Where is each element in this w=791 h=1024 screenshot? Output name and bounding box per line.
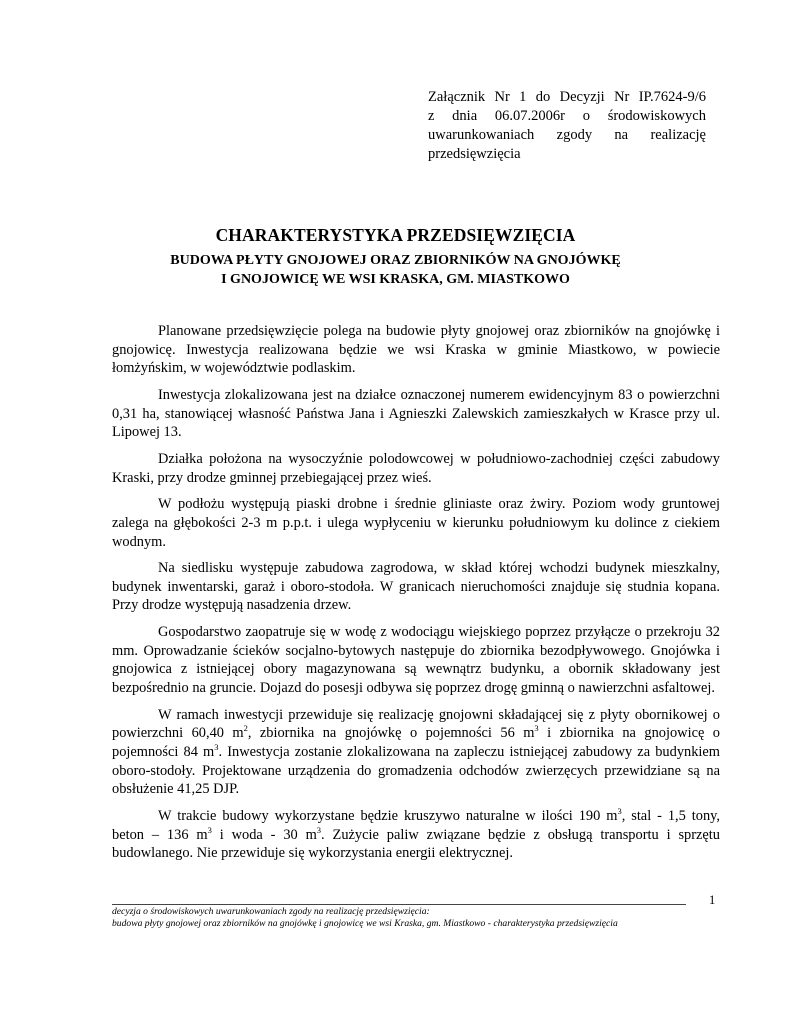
text-span: i woda - 30 m [211,826,317,843]
footer-line: decyzja o środowiskowych uwarunkowaniach zgody na realizację przedsięwzięcia: [112,906,430,917]
paragraph-location: Inwestycja zlokalizowana jest na działce oznaczonej numerem ewidencyjnym 83 o powierzchni 0,31 ha, stanowiącej własność Państwa Jana i Agnieszki Zalewskich zamieszkałych w Krasce przy ul. Lipowej 13. [112,386,720,441]
subtitle-line: I GNOJOWICĘ WE WSI KRASKA, GM. MIASTKOWO [221,272,570,287]
page-number: 1 [709,893,716,907]
paragraph-utilities: Gospodarstwo zaopatruje się w wodę z wodociągu wiejskiego poprzez przyłącze o przekroju 32 mm. Oprowadzanie ścieków socjalno-bytowych następuje do zbiornika bezodpływowego. Gnojówka i gnojowica z istniejącej obory magazynowana są wewnątrz budynku, a obornik składowany jest bezpośrednio na gruncie. Dojazd do posesji odbywa się poprzez drogę gminną o nawierzchni asfaltowej. [112,624,720,697]
paragraph-investment-scope [112,706,720,799]
annex-line: przedsięwzięcia [428,146,521,162]
text-span: W ramach inwestycji przewiduje się realizację gnojowni składającej się z płyty obornikowej o powierzchni 60,40 m [112,706,720,742]
document-body [112,322,720,871]
paragraph-soil: W podłożu występują piaski drobne i średnie gliniaste oraz żwiry. Poziom wody gruntowej zalega na głębokości 2-3 m p.p.t. i ulega wypłyceniu w kierunku południowym ku dolince z ciekiem wodnym. [112,496,720,550]
document-subtitle [0,251,791,289]
paragraph-plot-position: Działka położona na wysoczyźnie polodowcowej w południowo-zachodniej części zabudowy Kraski, przy drodze gminnej przebiegającej przez wieś. [112,450,720,486]
superscript: 2 [243,723,248,734]
paragraph-buildings: Na siedlisku występuje zabudowa zagrodowa, w skład której wchodzi budynek mieszkalny, budynek inwentarski, garaż i oboro-stodoła. W granicach nieruchomości znajduje się studnia kopana. Przy drodze występują nasadzenia drzew. [112,560,720,614]
superscript: 3 [207,824,212,835]
text-span: , zbiornika na gnojówkę o pojemności 56 m [247,725,535,742]
page-footer [112,906,712,930]
document-title: CHARAKTERYSTYKA PRZEDSIĘWZIĘCIA [215,225,576,245]
paragraph-materials [112,807,720,863]
annex-line: uwarunkowaniach zgody na realizację [428,127,706,143]
superscript: 3 [316,824,322,835]
superscript: 3 [214,742,219,752]
annex-line: Załącznik Nr 1 do Decyzji Nr IP.7624-9/6 [428,89,706,105]
text-span: i zbiornika na gnojowicę o pojemności 84 m [112,725,720,760]
paragraph-project-description: Planowane przedsięwzięcie polega na budowie płyty gnojowej oraz zbiorników na gnojówkę i gnojowicę. Inwestycja realizowana będzie we wsi Kraska w gminie Miastkowo, w powiecie łomżyńskim, w województwie podlaskim. [112,323,720,377]
text-span: W trakcie budowy wykorzystane będzie kruszywo naturalne w ilości 190 m [158,807,618,824]
text-span: . Zużycie paliw związane będzie z obsługą transportu i sprzętu budowlanego. Nie przewiduje się wykorzystania energii elektrycznej. [112,826,720,862]
annex-reference [428,88,706,164]
footer-divider [112,904,686,905]
superscript: 3 [617,805,622,816]
text-span: , stal - 1,5 tony, beton – 136 m [112,807,721,843]
superscript: 3 [534,723,539,734]
footer-line: budowa płyty gnojowej oraz zbiorników na gnojówkę i gnojowicę we wsi Kraska, gm. Miastkowo - charakterystyka przedsięwzięcia [112,918,618,929]
text-span: . Inwestycja zostanie zlokalizowana na zapleczu istniejącej zabudowy za budynkiem oboro-stodoły. Projektowane urządzenia do gromadzenia odchodów zwierzęcych przewidziane są na obsłużenie 41,25 DJP. [112,744,720,798]
annex-line: z dnia 06.07.2006r o środowiskowych [428,108,706,124]
subtitle-line: BUDOWA PŁYTY GNOJOWEJ ORAZ ZBIORNIKÓW NA GNOJÓWKĘ [170,253,621,268]
